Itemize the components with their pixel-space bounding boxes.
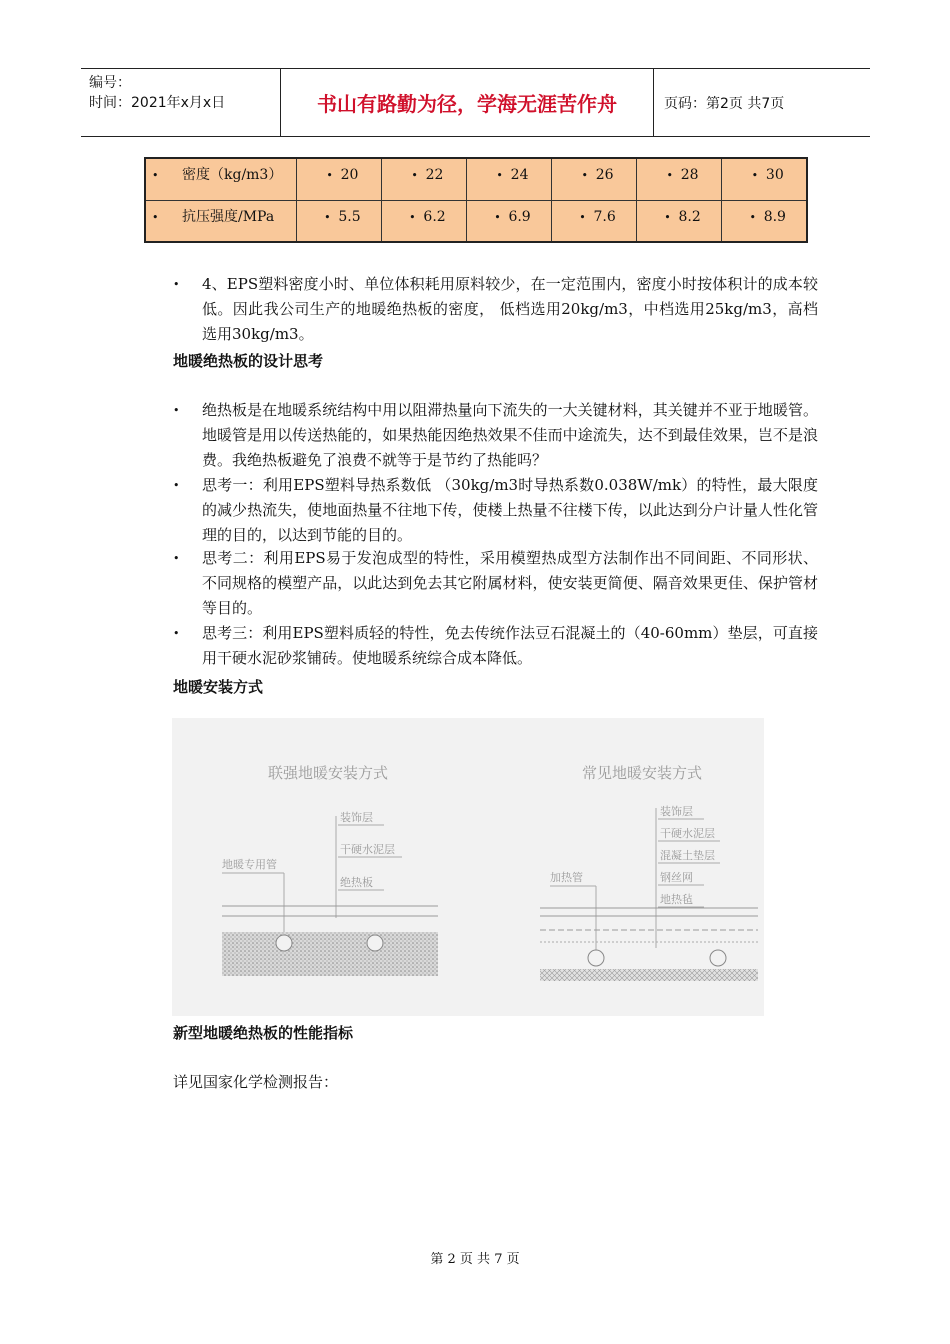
table-cell: • 5.5 — [296, 200, 381, 242]
header-page: 页码：第2页 共7页 — [664, 95, 785, 112]
design-point-text: 思考二：利用EPS易于发泡成型的特性，采用模塑热成型方法制作出不同间距、不同形状、不同规格的模塑产品，以此达到免去其它附属材料，使安装更简便、隔音效果更佳、保护管材等目的。 — [202, 549, 818, 617]
table-cell: • 6.9 — [466, 200, 551, 242]
density-strength-table — [144, 157, 808, 243]
header-number: 编号： — [89, 75, 131, 91]
bullet: • — [173, 278, 180, 291]
header-motto: 书山有路勤为径，学海无涯苦作舟 — [281, 69, 654, 136]
table-cell: • 26 — [551, 158, 636, 200]
insulation-board — [222, 932, 438, 976]
design-point-text: 思考三：利用EPS塑料质轻的特性，免去传统作法豆石混凝土的（40-60mm）垫层，可直接用干硬水泥砂浆铺砖。使地暖系统综合成本降低。 — [202, 624, 818, 667]
page-header — [81, 68, 870, 137]
design-point-text: 绝热板是在地暖系统结构中用以阻滞热量向下流失的一大关键材料，其关键并不亚于地暖管。地暖管是用以传送热能的，如果热能因绝热效果不佳而中途流失，达不到最佳效果，岂不是浪费。我绝热板避免了浪费不就等于是节约了热能吗？ — [202, 401, 818, 469]
right-label: 干硬水泥层 — [660, 827, 715, 840]
table-cell: • 24 — [466, 158, 551, 200]
right-label: 钢丝网 — [660, 871, 693, 884]
heading-install: 地暖安装方式 — [173, 678, 264, 696]
performance-text: 详见国家化学检测报告： — [173, 1073, 339, 1091]
pipe-icon — [276, 935, 292, 951]
list-item: • 绝热板是在地暖系统结构中用以阻滞热量向下流失的一大关键材料，其关键并不亚于地暖管。地暖管是用以传送热能的，如果热能因绝热效果不佳而中途流失，达不到最佳效果，岂不是浪费。我绝热板避免了浪费不就等于是节约了热能吗？ — [173, 398, 818, 473]
right-label: 地热毡 — [660, 893, 693, 906]
table-cell-label: • 密度（kg/m3） — [145, 158, 296, 200]
right-label: 装饰层 — [660, 805, 693, 818]
point-4-text: 4、EPS塑料密度小时、单位体积耗用原料较少，在一定范围内，密度小时按体积计的成本较低。因此我公司生产的地暖绝热板的密度， 低档选用20kg/m3，中档选用25kg/m3，高档选用30kg/m3。 — [202, 275, 818, 343]
pipe-icon — [710, 950, 726, 966]
header-meta — [81, 69, 281, 136]
table-row — [145, 158, 807, 200]
right-diagram-title: 常见地暖安装方式 — [582, 764, 703, 782]
heading-performance: 新型地暖绝热板的性能指标 — [173, 1024, 354, 1042]
bullet: • — [152, 169, 159, 182]
list-item: • 思考一：利用EPS塑料导热系数低 （30kg/m3时导热系数0.038W/mk）的特性，最大限度的减少热流失，使地面热量不往地下传，使楼上热量不往楼下传，以此达到分户计量人性化管理的目的，以达到节能的目的。 — [173, 473, 818, 548]
table-cell: • 28 — [636, 158, 721, 200]
list-item: • 思考二：利用EPS易于发泡成型的特性，采用模塑热成型方法制作出不同间距、不同形状、不同规格的模塑产品，以此达到免去其它附属材料，使安装更简便、隔音效果更佳、保护管材等目的。 — [173, 546, 818, 621]
list-item — [173, 272, 818, 347]
heat-felt-layer — [540, 969, 758, 981]
header-time: 时间：2021年x月x日 — [89, 95, 226, 111]
left-label: 绝热板 — [340, 876, 373, 889]
table-cell: • 22 — [381, 158, 466, 200]
installation-diagram — [172, 718, 764, 1016]
left-label: 装饰层 — [340, 811, 373, 824]
table-cell: • 8.9 — [721, 200, 807, 242]
right-label: 混凝土垫层 — [660, 849, 715, 862]
heading-design: 地暖绝热板的设计思考 — [173, 352, 324, 370]
table-cell: • 8.2 — [636, 200, 721, 242]
pipe-icon — [367, 935, 383, 951]
list-item: • 思考三：利用EPS塑料质轻的特性，免去传统作法豆石混凝土的（40-60mm）垫层，可直接用干硬水泥砂浆铺砖。使地暖系统综合成本降低。 — [173, 621, 818, 671]
pipe-icon — [588, 950, 604, 966]
table-cell: • 7.6 — [551, 200, 636, 242]
right-pipe-label: 加热管 — [550, 871, 583, 884]
table-cell: • 20 — [296, 158, 381, 200]
left-diagram-title: 联强地暖安装方式 — [268, 764, 389, 782]
table-row — [145, 200, 807, 242]
design-point-text: 思考一：利用EPS塑料导热系数低 （30kg/m3时导热系数0.038W/mk）的特性，最大限度的减少热流失，使地面热量不往地下传，使楼上热量不往楼下传，以此达到分户计量人性化管理的目的，以达到节能的目的。 — [202, 476, 818, 544]
left-label: 干硬水泥层 — [340, 843, 395, 856]
left-pipe-label: 地暖专用管 — [222, 858, 277, 871]
table-cell: • 6.2 — [381, 200, 466, 242]
table-cell-label: • 抗压强度/MPa — [145, 200, 296, 242]
page-footer: 第 2 页 共 7 页 — [430, 1252, 520, 1267]
table-cell: • 30 — [721, 158, 807, 200]
